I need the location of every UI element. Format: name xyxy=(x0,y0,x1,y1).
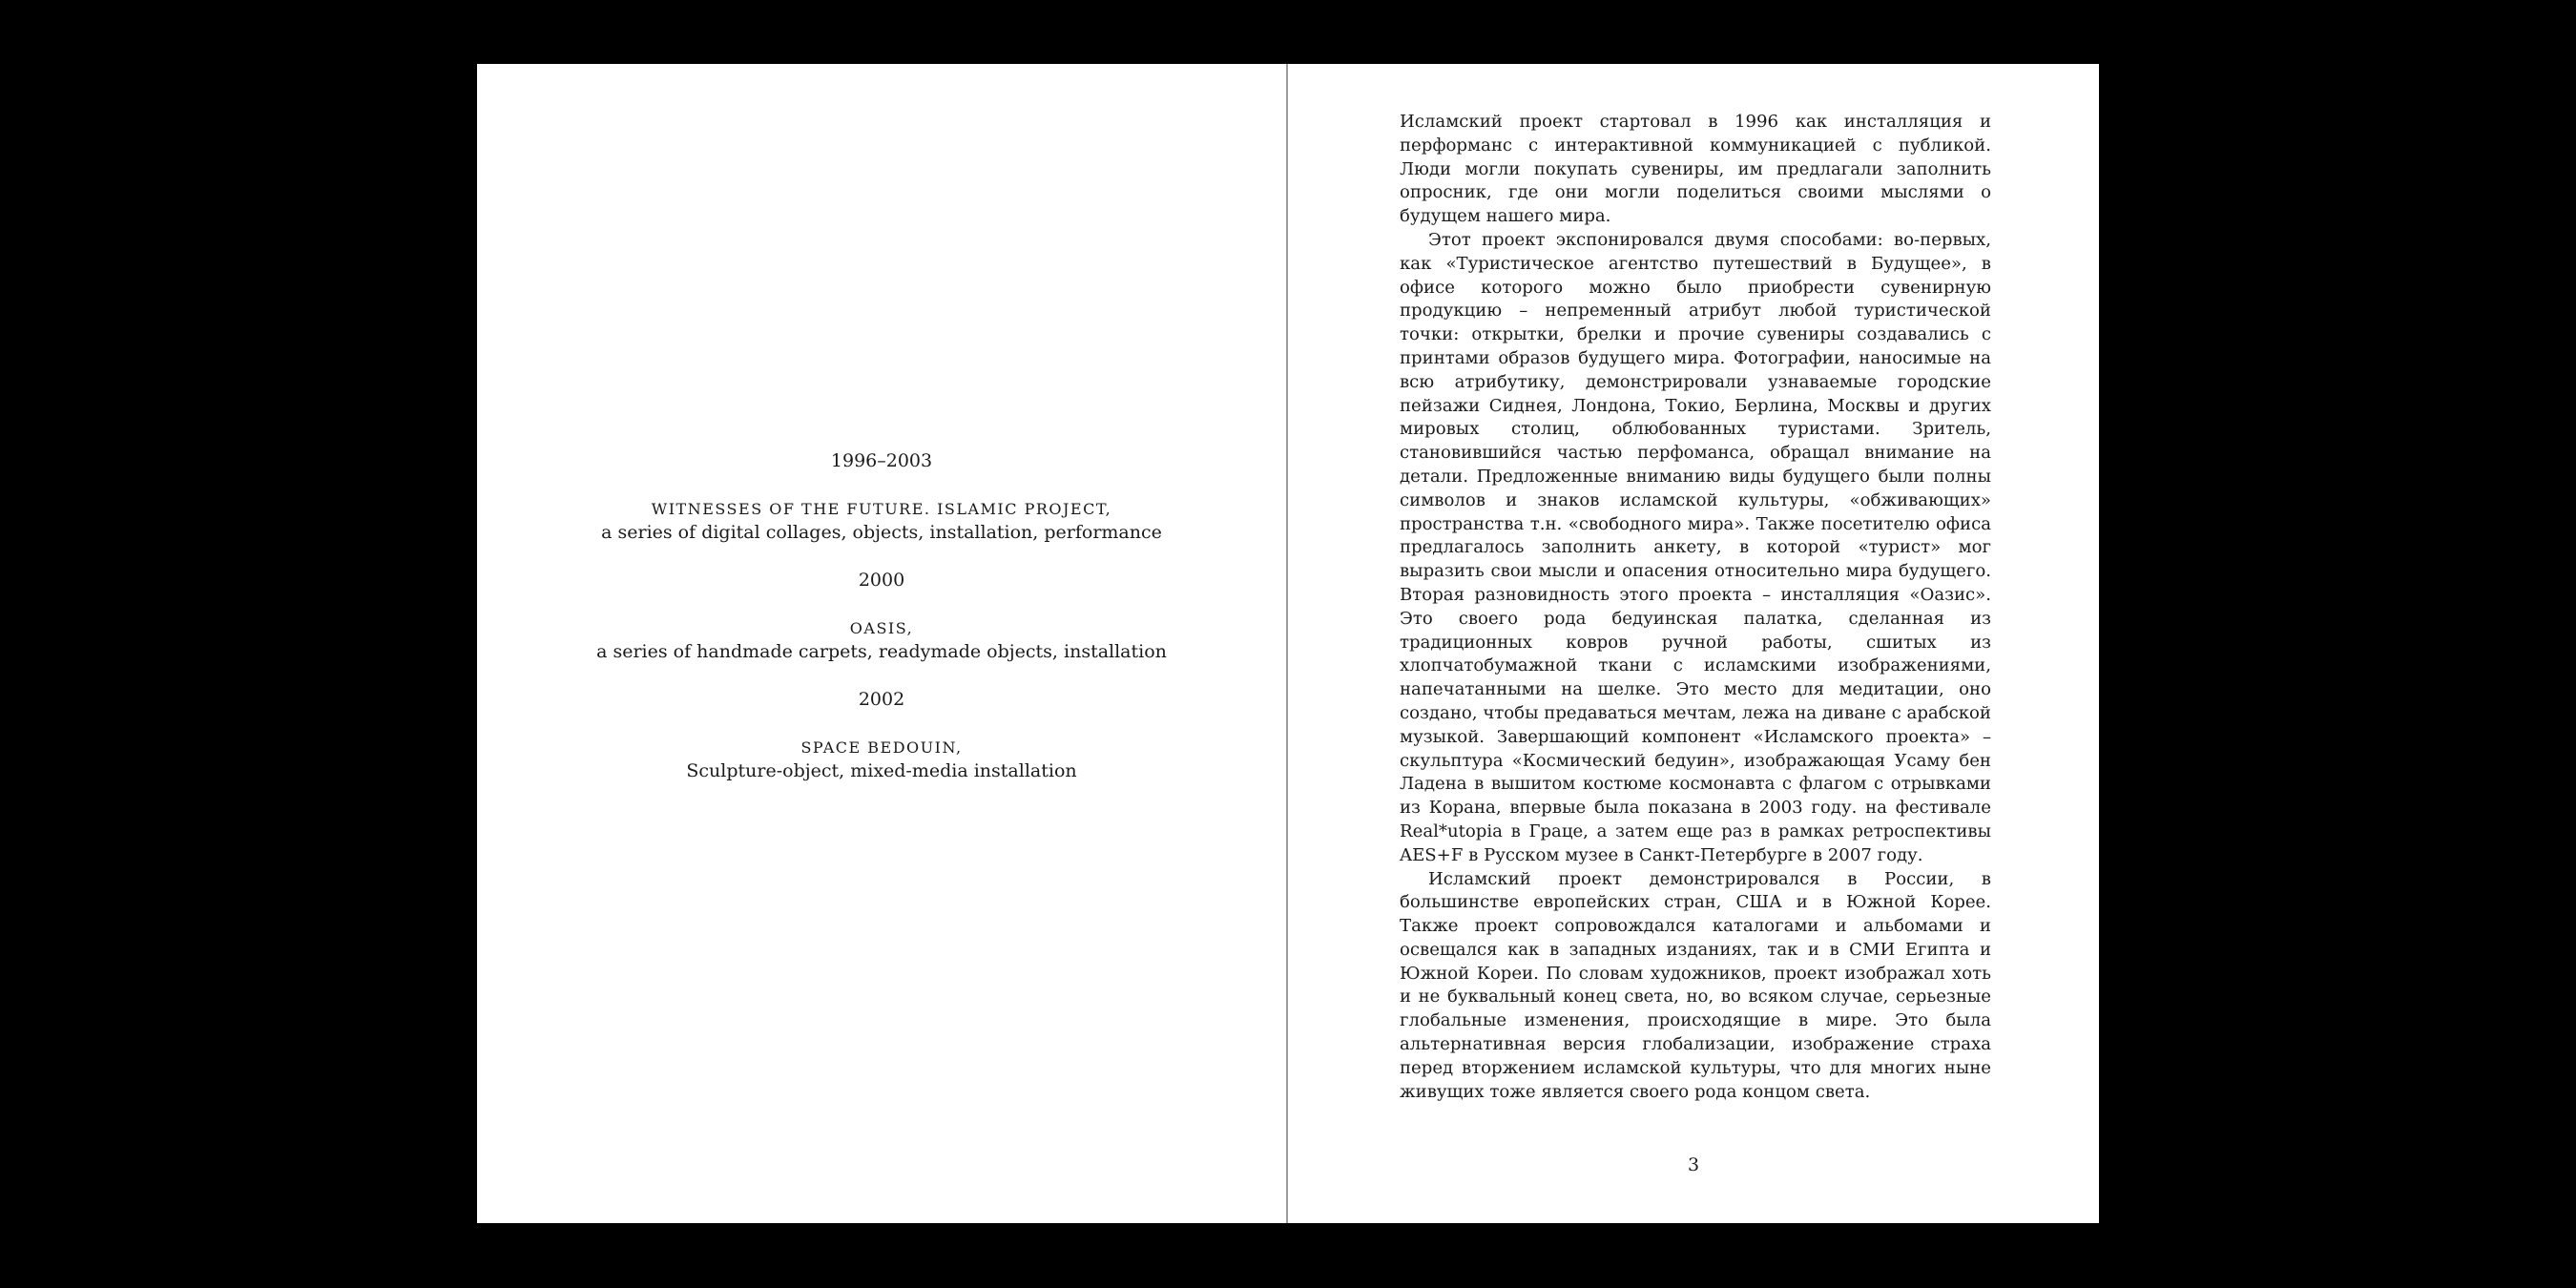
work-description: a series of handmade carpets, readymade objects, installation xyxy=(596,641,1167,662)
work-title: OASIS, xyxy=(849,619,914,637)
work-title: WITNESSES OF THE FUTURE. ISLAMIC PROJECT, xyxy=(651,500,1112,518)
paragraph: Этот проект экспонировался двумя способами: во-первых, как «Туристическое агентство путешествий в Будущее», в офисе которого можно было приобрести сувенирную продукцию – непременный атрибут любой туристической точки: открытки, брелки и прочие сувениры создавались с принтами образов будущего мира. Фотографии, наносимые на всю атрибутику, демонстрировали узнаваемые городские пейзажи Сиднея, Лондона, Токио, Берлина, Москвы и других мировых столиц, облюбованных туристами. Зритель, становившийся частью перфоманса, обращал внимание на детали. Предложенные вниманию виды будущего были полны символов и знаков исламской культуры, «обживающих» пространства т.н. «свободного мира». Также посетителю офиса предлагалось заполнить анкету, в которой «турист» мог выразить свои мысли и опасения относительно мира будущего. Вторая разновидность этого проекта – инсталляция «Оазис». Это своего рода бедуинская палатка, сделанная из традиционных ковров ручной работы, сшитых из хлопчатобумажной ткани с исламскими изображениями, напечатанными на шелке. Это место для медитации, оно создано, чтобы предаваться мечтам, лежа на диване с арабской музыкой. Завершающий компонент «Исламского проекта» – скульптура «Космический бедуин», изображающая Усаму бен Ладена в вышитом костюме космонавта с флагом с отрывками из Корана, впервые была показана в 2003 году. на фестивале Real*utopia в Граце, а затем еще раз в рамках ретроспективы AES+F в Русском музее в Санкт-Петербурге в 2007 году. xyxy=(1400,229,1991,865)
work-year: 2002 xyxy=(858,689,905,710)
right-page xyxy=(1288,64,2099,1223)
paragraph: Исламский проект демонстрировался в России, в большинстве европейских стран, США и в Южной Корее. Также проект сопровождался каталогами и альбомами и освещался как в западных изданиях, так и в СМИ Египта и Южной Кореи. По словам художников, проект изображал хоть и не буквальный конец света, но, во всяком случае, серьезные глобальные изменения, происходящие в мире. Это была альтернативная версия глобализации, изображение страха перед вторжением исламской культуры, что для многих ныне живущих тоже является своего рода концом света. xyxy=(1400,868,1991,1102)
work-description: Sculpture-object, mixed-media installation xyxy=(686,760,1077,781)
paragraph: Исламский проект стартовал в 1996 как инсталляция и перформанс с интерактивной коммуникацией с публикой. Люди могли покупать сувениры, им предлагали заполнить опросник, где они могли поделиться своими мыслями о будущем нашего мира. xyxy=(1400,112,1991,227)
works-list xyxy=(477,449,1286,783)
work-year: 2000 xyxy=(858,570,905,591)
body-text xyxy=(1400,111,1991,1104)
left-page xyxy=(477,64,1286,1223)
work-entry xyxy=(477,569,1286,664)
book-spread xyxy=(477,64,2099,1223)
page-number: 3 xyxy=(1687,1154,1700,1175)
work-entry xyxy=(477,449,1286,545)
work-title: SPACE BEDOUIN, xyxy=(800,738,963,757)
work-description: a series of digital collages, objects, installation, performance xyxy=(601,522,1162,543)
work-entry xyxy=(477,688,1286,783)
work-year: 1996–2003 xyxy=(830,450,933,471)
